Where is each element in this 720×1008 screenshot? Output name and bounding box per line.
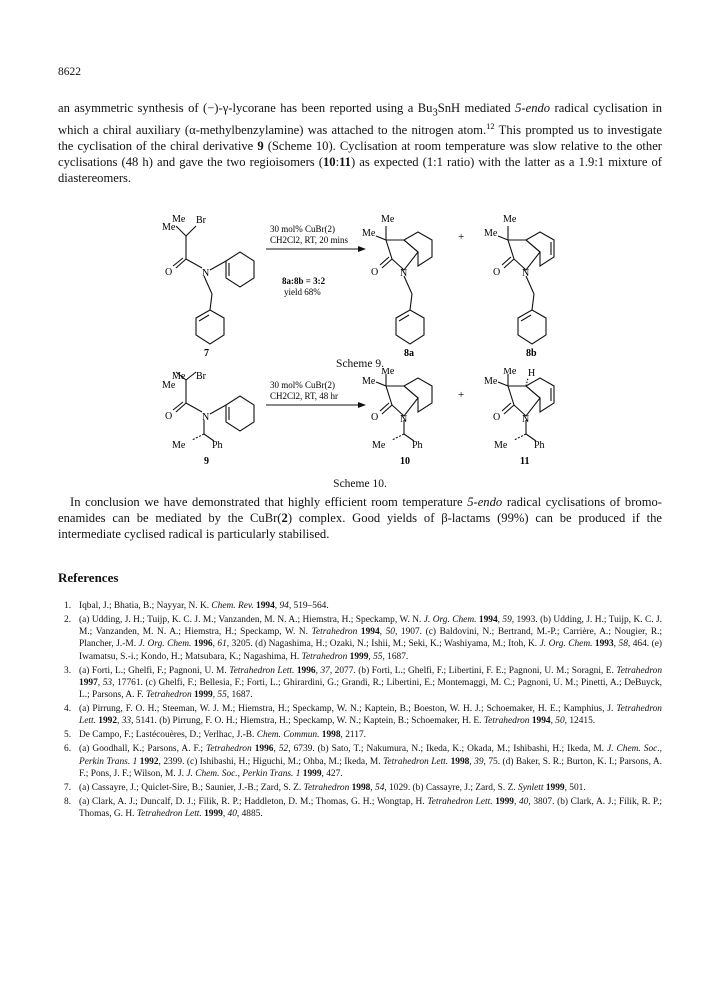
reagent-line-1: 30 mol% CuBr(2) [270, 380, 335, 390]
atom-me-label: Me [162, 380, 176, 391]
atom-me-label: Me [381, 368, 395, 377]
reference-text-segment: 40 [518, 796, 529, 807]
reference-text-segment: , [212, 690, 218, 701]
atom-n-label: N [522, 268, 530, 279]
paragraph-segment: ) as expected (1:1 ratio) with the latter as a 1.9:1 mixture of diastereomers. [58, 155, 663, 186]
reference-text-segment: 1999 [193, 690, 213, 701]
paragraph-segment: 2 [281, 511, 288, 526]
reference-text-segment: 1999 [302, 768, 322, 779]
scheme-9-caption: Scheme 9. [336, 358, 384, 370]
reference-text-segment: , [513, 796, 519, 807]
reference-text-segment: , [315, 665, 321, 676]
reference-number: 4. [64, 704, 72, 715]
reference-text-segment: 1992 [139, 756, 159, 767]
reference-text-segment: 33 [121, 716, 132, 727]
reference-text-segment: , 75. (d) Baker, S. R.; Burton, K. I.; Parsons, A. F.; Pons, J. F.; Wilson, M. J. [79, 756, 662, 779]
paragraph-segment: radical cyclisations of bromo-enamides can be mediated by the CuBr( [58, 495, 662, 526]
paragraph-segment: In conclusion we have demonstrated that highly efficient room temperature [70, 495, 468, 509]
atom-me-label: Me [172, 214, 186, 225]
page-number: 8622 [58, 66, 81, 78]
atom-me-label: Me [381, 214, 395, 225]
reference-text-segment: 1997 [79, 677, 98, 688]
scheme-9-diagram [0, 196, 720, 356]
reference-number: 5. [64, 730, 72, 741]
reference-text-segment: , 501. [564, 782, 586, 793]
paragraph-segment: (Scheme 10). Cyclisation at room temperature was slow relative to the other cyclisations (48 h) and gave the two regioisomers ( [58, 138, 662, 170]
reference-text-segment: Tetrahedron Lett. [229, 665, 295, 676]
atom-br-label: Br [196, 371, 206, 382]
reference-text-segment: , 2399. (c) Ishibashi, H.; Higuchi, M.; Ohba, M.; Ikeda, M. [158, 756, 384, 767]
reference-text-segment: 37 [320, 665, 330, 676]
reference-text-segment: , [613, 639, 619, 650]
scheme-10-caption: Scheme 10. [333, 478, 387, 490]
plus-sign: + [458, 231, 465, 243]
reaction-yield: yield 68% [284, 287, 321, 297]
reference-text-segment: 1999 [495, 796, 514, 807]
reference-text-segment: 1994 [478, 614, 498, 625]
atom-me-label: Me [484, 228, 498, 239]
atom-me-label: Me [503, 368, 517, 377]
reference-item [58, 703, 662, 728]
intro-paragraph [58, 100, 662, 187]
reference-text-segment: 1993 [594, 639, 614, 650]
reference-text-segment: Tetrahedron Lett. [79, 704, 662, 727]
reference-number: 6. [64, 744, 72, 755]
reference-text-segment: , [497, 614, 503, 625]
atom-o-label: O [165, 267, 173, 278]
reference-number: 8. [64, 796, 72, 807]
reference-text-segment: Tetrahedron [206, 744, 252, 755]
reference-text-segment: 1999 [204, 808, 223, 819]
compound-label-11: 11 [520, 456, 530, 466]
reference-text-segment: 1999 [349, 651, 369, 662]
reference-text-segment: , 3205. (d) Nagashima, H.; Ozaki, N.; Ishii, M.; Seki, K.; Washiyama, M.; Itoh, K. [226, 639, 540, 650]
reference-text-segment: J. Chem. Soc., Perkin Trans. 1 [186, 768, 301, 779]
atom-me-label: Me [162, 222, 176, 233]
reference-text-segment: (a) Cassayre, J.; Quiclet-Sire, B.; Saunier, J.-B.; Zard, S. Z. [79, 782, 304, 793]
paragraph-segment: 11 [339, 155, 351, 170]
atom-o-label: O [371, 412, 379, 423]
compound-9-structure [173, 372, 254, 441]
paragraph-segment: This prompted us to investigate the cyclisation of the chiral derivative [58, 122, 662, 153]
atom-n-label: N [400, 268, 408, 279]
reference-text-segment: , [222, 808, 228, 819]
reagent-line-1: 30 mol% CuBr(2) [270, 224, 335, 234]
reference-text-segment: 58 [618, 639, 628, 650]
compound-label-8a: 8a [404, 348, 414, 356]
reference-text-segment: , 427. [321, 768, 343, 779]
reference-text-segment: , [379, 627, 386, 638]
atom-ph-label: Ph [212, 440, 223, 451]
reference-text-segment: , 464. (e) Iwamatsu, S.-i.; Kondo, H.; Matsubara, K.; Nagashima, H. [79, 639, 662, 662]
reference-number: 7. [64, 782, 72, 793]
paragraph-segment: 10 [322, 155, 336, 170]
reference-item [58, 782, 662, 794]
reference-text-segment: , [550, 716, 556, 727]
atom-me-label: Me [362, 228, 376, 239]
reagent-line-2: CH2Cl2, RT, 20 mins [270, 235, 349, 245]
reference-text-segment: Tetrahedron Lett. [136, 808, 202, 819]
reference-text-segment: 1994 [531, 716, 551, 727]
reference-text-segment: 1994 [256, 601, 275, 611]
reference-text-segment: 52 [278, 744, 289, 755]
reference-text-segment: 55 [373, 651, 383, 662]
reference-text-segment: Chem. Rev. [211, 601, 254, 611]
reference-item [58, 796, 662, 821]
reference-text-segment: 50 [555, 716, 565, 727]
compound-8b-structure [498, 226, 554, 344]
reference-text-segment: Tetrahedron [303, 782, 350, 793]
reference-item [58, 614, 662, 663]
reference-text-segment: J. Chem. Soc., Perkin Trans. 1 [79, 744, 663, 767]
reference-text-segment: Synlett [518, 782, 544, 793]
atom-me-label: Me [372, 440, 386, 451]
reference-text-segment: , 5141. (b) Pirrung, F. O. H.; Hiemstra, H.; Speckamp, W. N.; Kaptein, B.; Schoemaker, H. E. [131, 716, 484, 727]
reference-text-segment: 1998 [351, 782, 371, 793]
reference-text-segment: , 3807. (b) Clark, A. J.; Filik, R. P.; Thomas, G. H. [79, 796, 663, 819]
atom-o-label: O [165, 411, 173, 422]
atom-o-label: O [493, 267, 501, 278]
reference-text-segment: , 4885. [236, 808, 263, 819]
reference-text-segment: 94 [279, 601, 289, 611]
reference-text-segment: (a) Forti, L.; Ghelfi, F.; Pagnoni, U. M. [79, 665, 230, 676]
reference-text-segment: J. Org. Chem. [539, 639, 593, 650]
reference-text-segment: , [212, 639, 218, 650]
compound-7-structure [173, 226, 254, 344]
atom-n-label: N [522, 414, 530, 425]
compound-10-structure [376, 374, 432, 441]
reference-text-segment: 59 [502, 614, 512, 625]
compound-8a-structure [376, 226, 432, 344]
reference-number: 3. [64, 665, 72, 676]
reference-text-segment: , 1029. (b) Cassayre, J.; Zard, S. Z. [384, 782, 518, 793]
reference-text-segment: 1999 [545, 782, 565, 793]
reference-text-segment: 61 [217, 639, 227, 650]
paragraph-segment: 5-endo [515, 101, 551, 115]
reference-text-segment: 1996 [296, 665, 316, 676]
reference-item [58, 729, 662, 741]
reference-number: 2. [64, 614, 72, 625]
reference-text-segment: De Campo, F.; Lastécouères, D.; Verlhac, J.-B. [79, 730, 257, 741]
reference-text-segment: 1998 [450, 756, 470, 767]
reference-text-segment: , [97, 677, 103, 688]
atom-ph-label: Ph [534, 440, 545, 451]
reference-text-segment: (a) Goodhall, K.; Parsons, A. F.; [79, 744, 206, 755]
paragraph-segment: radical cyclisation in which a chiral auxiliary (α-methylbenzylamine) was attached to the nitrogen atom. [58, 101, 662, 137]
plus-sign: + [458, 389, 465, 401]
paragraph-segment: 5-endo [467, 495, 503, 509]
paragraph-segment: SnH mediated [437, 101, 516, 115]
reference-item [58, 665, 662, 702]
scheme-10-diagram [0, 368, 720, 466]
compound-label-7: 7 [204, 348, 209, 356]
reference-text-segment: 1996 [254, 744, 274, 755]
reference-text-segment: 1998 [321, 730, 341, 741]
paragraph-segment: : [335, 155, 340, 170]
atom-me-label: Me [484, 376, 498, 387]
reference-text-segment: , 17761. (c) Ghelfi, F.; Bellesia, F.; Forti, L.; Ghirardini, G.; Grandi, R.; Libertini, E.; Montemaggi, M. C.; Pagnoni, U. M.; Pinetti, A.; DeBuyck, L.; Parsons, A. F. [79, 677, 663, 701]
compound-11-structure [498, 374, 554, 441]
reference-text-segment: J. Org. Chem. [423, 614, 477, 625]
reference-item [58, 743, 662, 780]
atom-me-label: Me [494, 440, 508, 451]
reaction-arrowhead [358, 402, 366, 408]
reference-text-segment: , 1993. (b) Udding, J. H.; Tuijp, K. C. J. M.; Vanzanden, M. N. A.; Hiemstra, H.; Speckamp, W. N. [79, 614, 663, 638]
reference-text-segment: , 6739. (b) Sato, T.; Nakumura, N.; Ikeda, K.; Okada, M.; Ishibashi, H.; Ikeda, M. [288, 744, 608, 755]
paragraph-segment: 9 [257, 138, 264, 153]
reference-text-segment: , [469, 756, 475, 767]
reference-text-segment: , 2117. [340, 730, 366, 741]
paragraph-segment: 12 [486, 120, 495, 131]
reference-text-segment: Iqbal, J.; Bhatia, B.; Nayyar, N. K. [79, 601, 212, 611]
atom-h-label: H [528, 368, 536, 379]
compound-label-10: 10 [400, 456, 410, 466]
reference-number: 1. [64, 601, 72, 611]
reference-text-segment: (a) Pirrung, F. O. H.; Steeman, W. J. M.; Hiemstra, H.; Speckamp, W. N.; Kaptein, B.; Boeston, W. H. J.; Schoemaker, H. E.; Kamphius, J. [79, 704, 617, 715]
paragraph-segment: ) complex. Good yields of β-lactams (99%) can be produced if the intermediate cyclised radical is particularly stabilised. [58, 511, 663, 542]
reference-text-segment: 40 [227, 808, 237, 819]
reference-text-segment: Tetrahedron [616, 665, 663, 676]
paragraph-segment: an asymmetric synthesis of (−)-γ-lycorane has been reported using a Bu [58, 101, 433, 115]
references-list [58, 600, 662, 822]
reference-text-segment: 1992 [98, 716, 118, 727]
reaction-arrowhead [358, 246, 366, 252]
reference-text-segment: J. Org. Chem. [138, 639, 192, 650]
atom-o-label: O [493, 412, 501, 423]
atom-o-label: O [371, 267, 379, 278]
reference-text-segment: , 1687. [226, 690, 253, 701]
reference-text-segment: , [368, 651, 374, 662]
reference-item [58, 600, 662, 612]
atom-n-label: N [202, 412, 210, 423]
reference-text-segment: 50 [385, 627, 395, 638]
compound-label-9: 9 [204, 456, 209, 466]
reference-text-segment: Tetrahedron [311, 627, 358, 638]
reagent-line-2: CH2Cl2, RT, 48 hr [270, 391, 339, 401]
reference-text-segment: Tetrahedron [483, 716, 530, 727]
reference-text-segment: 1994 [360, 627, 380, 638]
reference-text-segment: Chem. Commun. [256, 730, 320, 741]
references-heading: References [58, 570, 119, 585]
reference-text-segment: Tetrahedron [301, 651, 348, 662]
atom-ph-label: Ph [412, 440, 423, 451]
reference-text-segment: , 519–564. [288, 601, 329, 611]
reference-text-segment: 39 [474, 756, 484, 767]
atom-me-label: Me [172, 371, 186, 382]
product-ratio: 8a:8b = 3:2 [282, 276, 326, 286]
reference-text-segment: Tetrahedron Lett. [383, 756, 449, 767]
reference-text-segment: , [274, 601, 280, 611]
conclusion-paragraph [58, 494, 662, 543]
atom-n-label: N [400, 414, 408, 425]
paragraph-segment: 3 [432, 107, 438, 119]
atom-br-label: Br [196, 215, 206, 226]
reference-text-segment: (a) Udding, J. H.; Tuijp, K. C. J. M.; Vanzanden, M. N. A.; Hiemstra, H.; Speckamp, W. N. [79, 614, 424, 625]
atom-me-label: Me [362, 376, 376, 387]
reference-text-segment: , 1907. (c) Baldovini, N.; Bertrand, M.-P.; Carrière, A.; Nougier, R.; Plancher, J.-M. [79, 627, 663, 650]
compound-label-8b: 8b [526, 348, 537, 356]
reference-text-segment: 53 [102, 677, 113, 688]
reference-text-segment: , 12415. [564, 716, 596, 727]
reference-text-segment: 54 [375, 782, 385, 793]
reference-text-segment: (a) Clark, A. J.; Duncalf, D. J.; Filik, R. P.; Haddleton, D. M.; Thomas, G. H.; Wongtap, H. [79, 796, 428, 807]
atom-n-label: N [202, 268, 210, 279]
reference-text-segment: Tetrahedron [145, 690, 192, 701]
reference-text-segment: , 1687. [382, 651, 409, 662]
reference-text-segment: , [117, 716, 122, 727]
reference-text-segment: , [273, 744, 279, 755]
atom-me-label: Me [503, 214, 517, 225]
reference-text-segment: 1996 [193, 639, 213, 650]
reference-text-segment: Tetrahedron Lett. [427, 796, 493, 807]
atom-me-label: Me [172, 440, 186, 451]
reference-text-segment: , 2077. (b) Forti, L.; Ghelfi, F.; Libertini, F. E.; Pagnoni, U. M.; Soragni, E. [329, 665, 617, 676]
reference-text-segment: 55 [217, 690, 227, 701]
reference-text-segment: , [370, 782, 376, 793]
